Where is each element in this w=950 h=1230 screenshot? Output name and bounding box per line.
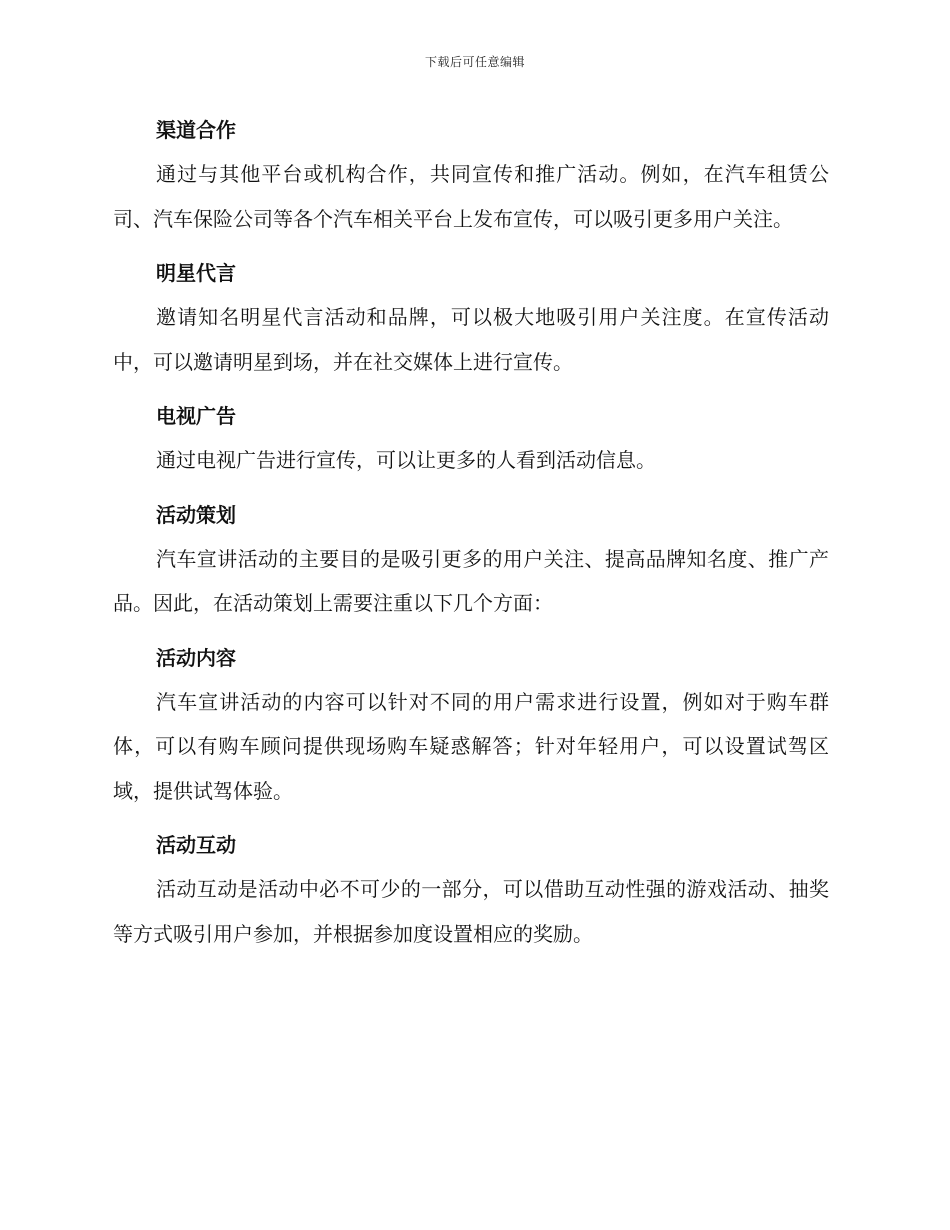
section-paragraph: 活动互动是活动中必不可少的一部分，可以借助互动性强的游戏活动、抽奖等方式吸引用户参加，并根据参加度设置相应的奖励。 xyxy=(113,877,829,946)
section-heading: 活动内容 xyxy=(156,645,236,670)
section-paragraph: 汽车宣讲活动的主要目的是吸引更多的用户关注、提高品牌知名度、推广产品。因此，在活动策划上需要注重以下几个方面： xyxy=(113,546,829,615)
section-paragraph: 通过电视广告进行宣传，可以让更多的人看到活动信息。 xyxy=(156,448,656,472)
section-event-planning xyxy=(113,493,829,626)
section-heading: 活动策划 xyxy=(156,502,236,527)
section-heading: 明星代言 xyxy=(156,261,236,285)
section-celebrity-endorsement xyxy=(113,251,829,384)
section-tv-advertising xyxy=(113,394,829,483)
section-paragraph: 通过与其他平台或机构合作，共同宣传和推广活动。例如，在汽车租赁公司、汽车保险公司等各个汽车相关平台上发布宣传，可以吸引更多用户关注。 xyxy=(113,162,829,231)
document-body xyxy=(113,108,829,966)
section-paragraph: 邀请知名明星代言活动和品牌，可以极大地吸引用户关注度。在宣传活动中，可以邀请明星到场，并在社交媒体上进行宣传。 xyxy=(113,305,829,374)
section-heading: 电视广告 xyxy=(156,404,236,428)
page-header: 下载后可任意编辑 xyxy=(424,55,525,69)
section-event-interaction xyxy=(113,823,829,956)
section-heading: 活动互动 xyxy=(156,833,236,857)
section-heading: 渠道合作 xyxy=(156,118,236,142)
section-channel-cooperation xyxy=(113,108,829,241)
section-event-content xyxy=(113,636,829,814)
section-paragraph: 汽车宣讲活动的内容可以针对不同的用户需求进行设置，例如对于购车群体，可以有购车顾问提供现场购车疑惑解答；针对年轻用户，可以设置试驾区域，提供试驾体验。 xyxy=(113,689,829,803)
